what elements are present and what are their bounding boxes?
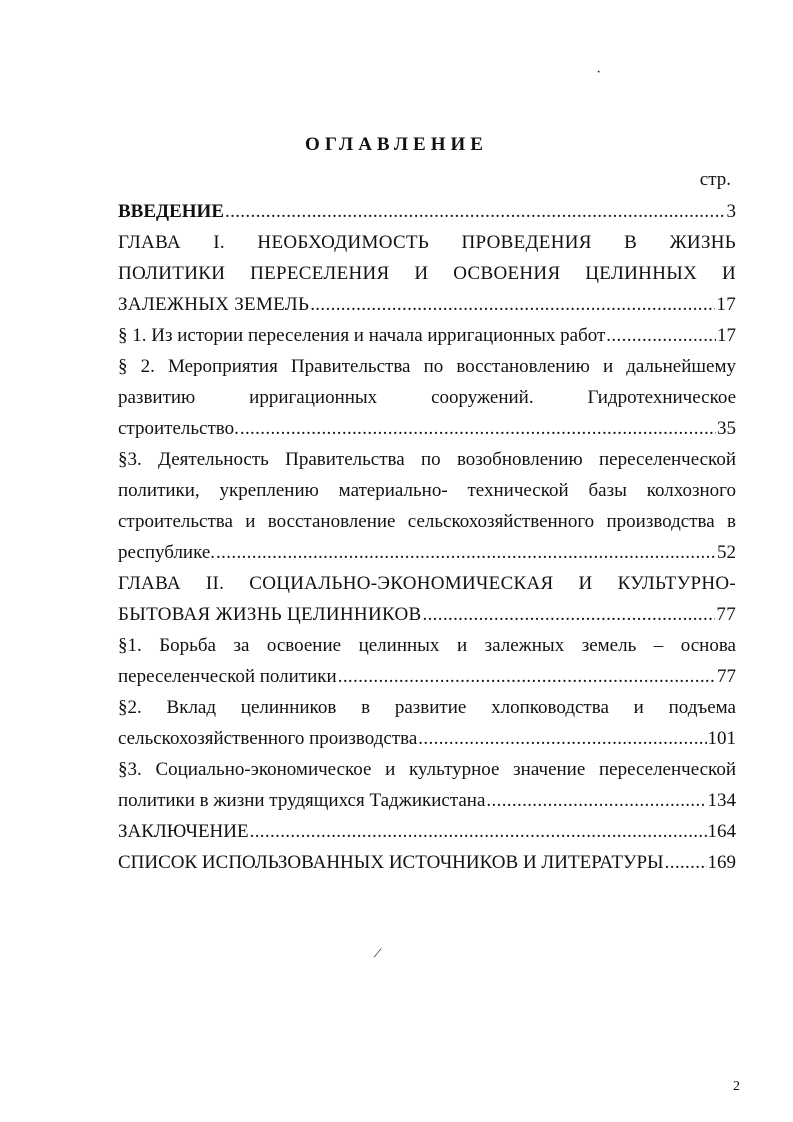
toc-dot-leader: [606, 320, 716, 351]
toc-page-number: 77: [716, 604, 736, 625]
toc-dot-leader: [338, 661, 716, 692]
toc-dot-leader: [665, 847, 707, 878]
toc-entry-line: §3. Деятельность Правительства по возобновлению переселенческой: [118, 449, 736, 470]
toc-page-number: 134: [707, 790, 736, 811]
page-column-label: стр.: [699, 169, 731, 190]
toc-entry[interactable]: [118, 320, 736, 351]
toc-entry[interactable]: [118, 444, 736, 568]
table-of-contents: [118, 196, 736, 878]
toc-entry-title: ЗАЛЕЖНЫХ ЗЕМЕЛЬ: [118, 294, 310, 315]
toc-page-number: 35: [717, 418, 736, 439]
toc-entry-line: политики, укреплению материально- технической базы колхозного: [118, 480, 736, 501]
toc-entry[interactable]: [118, 847, 736, 878]
toc-entry-title: СПИСОК ИСПОЛЬЗОВАННЫХ ИСТОЧНИКОВ И ЛИТЕРАТУРЫ: [118, 852, 664, 873]
toc-dot-leader: [250, 816, 707, 847]
toc-entry-last-line: [118, 723, 736, 754]
toc-entry-last-line: [118, 599, 736, 630]
toc-dot-leader: [486, 785, 706, 816]
toc-entry[interactable]: [118, 196, 736, 227]
toc-page-number: 169: [707, 852, 736, 873]
toc-entry-last-line: [118, 661, 736, 692]
toc-entry-line: ПОЛИТИКИ ПЕРЕСЕЛЕНИЯ И ОСВОЕНИЯ ЦЕЛИННЫХ И: [118, 263, 736, 284]
toc-page-number: 17: [717, 325, 736, 346]
toc-dot-leader: [310, 289, 715, 320]
toc-entry[interactable]: [118, 754, 736, 816]
page-number: 2: [733, 1079, 740, 1094]
toc-entry-last-line: [118, 816, 736, 847]
toc-page-number: 77: [717, 666, 736, 687]
toc-entry-title: ЗАКЛЮЧЕНИЕ: [118, 821, 249, 842]
toc-entry-line: строительства и восстановление сельскохозяйственного производства в: [118, 511, 736, 532]
toc-entry-line: §3. Социально-экономическое и культурное значение переселенческой: [118, 759, 736, 780]
toc-entry[interactable]: [118, 351, 736, 444]
toc-entry-title: БЫТОВАЯ ЖИЗНЬ ЦЕЛИННИКОВ: [118, 604, 422, 625]
toc-entry-last-line: [118, 320, 736, 351]
toc-entry[interactable]: [118, 630, 736, 692]
toc-page-number: 101: [707, 728, 736, 749]
toc-entry-last-line: [118, 289, 736, 320]
pen-mark: /: [372, 944, 383, 963]
toc-page-number: 52: [717, 542, 736, 563]
toc-entry-title: переселенческой политики: [118, 666, 337, 687]
toc-entry[interactable]: [118, 692, 736, 754]
toc-page-number: 17: [716, 294, 736, 315]
toc-entry-title: республике.: [118, 542, 216, 563]
toc-entry-line: ГЛАВА II. СОЦИАЛЬНО-ЭКОНОМИЧЕСКАЯ И КУЛЬТУРНО-: [118, 573, 736, 594]
toc-entry-line: § 2. Мероприятия Правительства по восстановлению и дальнейшему: [118, 356, 736, 377]
toc-page-number: 164: [707, 821, 736, 842]
toc-entry-title: политики в жизни трудящихся Таджикистана: [118, 790, 486, 811]
toc-entry-line: ГЛАВА I. НЕОБХОДИМОСТЬ ПРОВЕДЕНИЯ В ЖИЗНЬ: [118, 232, 736, 253]
toc-dot-leader: [422, 599, 715, 630]
page-title: ОГЛАВЛЕНИЕ: [305, 134, 488, 155]
toc-entry-line: §1. Борьба за освоение целинных и залежных земель – основа: [118, 635, 736, 656]
toc-entry-title: § 1. Из истории переселения и начала ирригационных работ: [118, 325, 606, 346]
toc-entry[interactable]: [118, 227, 736, 320]
toc-entry-title: ВВЕДЕНИЕ: [118, 201, 224, 222]
toc-entry-last-line: [118, 847, 736, 878]
scan-speck: ·: [596, 64, 602, 81]
toc-entry-last-line: [118, 785, 736, 816]
toc-entry-line: §2. Вклад целинников в развитие хлопководства и подъема: [118, 697, 736, 718]
toc-entry-last-line: [118, 537, 736, 568]
toc-entry-last-line: [118, 413, 736, 444]
toc-dot-leader: [225, 196, 726, 227]
toc-entry[interactable]: [118, 816, 736, 847]
toc-page-number: 3: [726, 201, 736, 222]
toc-entry-line: развитию ирригационных сооружений. Гидротехническое: [118, 387, 736, 408]
toc-entry-title: строительство.: [118, 418, 239, 439]
toc-entry[interactable]: [118, 568, 736, 630]
toc-dot-leader: [240, 413, 716, 444]
toc-dot-leader: [216, 537, 716, 568]
toc-entry-last-line: [118, 196, 736, 227]
toc-entry-title: сельскохозяйственного производства: [118, 728, 418, 749]
toc-dot-leader: [418, 723, 706, 754]
